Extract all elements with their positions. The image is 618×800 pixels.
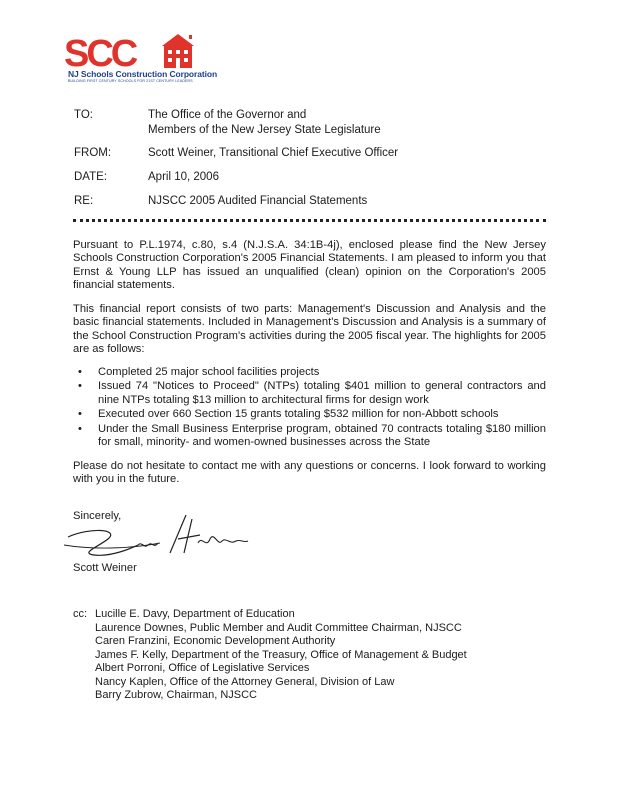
to-value	[148, 108, 381, 138]
cc-label: cc:	[73, 608, 88, 620]
cc-recipient: Albert Porroni, Office of Legislative Services	[95, 662, 310, 674]
org-name: NJ Schools Construction Corporation	[68, 69, 218, 79]
cc-recipient: Caren Franzini, Economic Development Authority	[95, 635, 336, 647]
paragraph-2: This financial report consists of two parts: Management's Discussion and Analysis and the basic financial statements. Included in Management's Discussion and Analysis is a summary of the School Construction Program's activities during the 2005 fiscal year. The highlights for 2005 are as follows:	[73, 303, 546, 356]
cc-recipient: Laurence Downes, Public Member and Audit Committee Chairman, NJSCC	[95, 621, 462, 634]
date-label: DATE:	[74, 171, 108, 183]
from-label: FROM:	[74, 147, 112, 159]
from-value: Scott Weiner, Transitional Chief Executive Officer	[148, 147, 399, 159]
highlight-item: • Executed over 660 Section 15 grants totaling $532 million for non-Abbott schools	[73, 408, 546, 421]
dotted-divider	[73, 219, 546, 222]
highlight-item: • Completed 25 major school facilities projects	[73, 366, 546, 379]
highlights-list	[73, 366, 546, 450]
schoolhouse-icon	[162, 34, 194, 68]
cc-recipient: Nancy Kaplen, Office of the Attorney General, Division of Law	[95, 675, 395, 688]
scc-logo-mark	[62, 32, 212, 70]
org-tagline: BUILDING FIRST CENTURY SCHOOLS FOR 21ST CENTURY LEADERS	[68, 79, 193, 83]
cc-recipient: James F. Kelly, Department of the Treasury, Office of Management & Budget	[95, 648, 467, 661]
signer-name: Scott Weiner	[73, 562, 137, 574]
date-value: April 10, 2006	[148, 171, 219, 183]
cc-recipient: Lucille E. Davy, Department of Education	[95, 608, 295, 620]
handwritten-signature	[60, 505, 260, 565]
paragraph-3: Please do not hesitate to contact me with any questions or concerns. I look forward to working with you in the future.	[73, 460, 546, 486]
njscc-logo	[62, 32, 218, 84]
re-value: NJSCC 2005 Audited Financial Statements	[148, 195, 368, 207]
highlight-item: • Under the Small Business Enterprise program, obtained 70 contracts totaling $180 million for small, minority- and women-owned businesses across the State	[73, 423, 546, 450]
to-line-2: Members of the New Jersey State Legislature	[148, 124, 381, 136]
to-label: TO:	[74, 109, 93, 121]
salutation: Sincerely,	[73, 510, 122, 522]
cc-recipient: Barry Zubrow, Chairman, NJSCC	[95, 689, 257, 701]
to-line-1: The Office of the Governor and	[148, 109, 307, 121]
paragraph-1: Pursuant to P.L.1974, c.80, s.4 (N.J.S.A. 34:1B-4j), enclosed please find the New Jersey Schools Construction Corporation's 2005 Financial Statements. I am pleased to inform you that Ernst & Young LLP has issued an unqualified (clean) opinion on the Corporation's 2005 financial statements.	[73, 239, 546, 292]
cc-recipients	[95, 608, 467, 703]
svg-text:SCC: SCC	[64, 33, 136, 70]
re-label: RE:	[74, 195, 94, 207]
highlight-item: • Issued 74 "Notices to Proceed" (NTPs) totaling $401 million to general contractors and nine NTPs totaling $13 million to architectural firms for design work	[73, 380, 546, 407]
